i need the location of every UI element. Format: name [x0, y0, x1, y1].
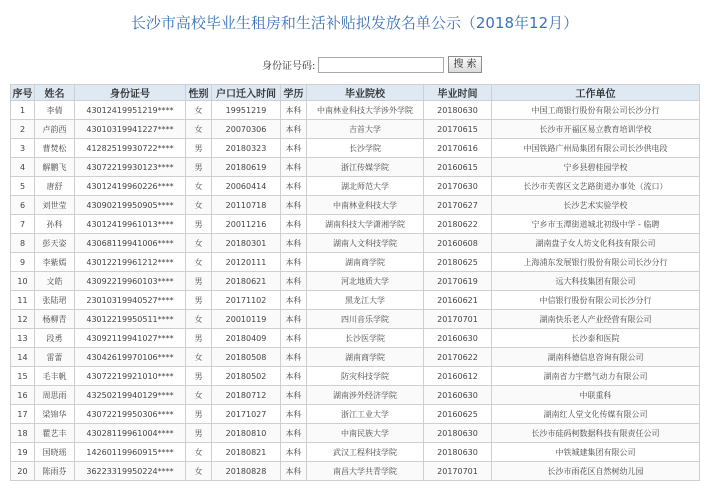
cell-hukou: 20070306 — [212, 120, 281, 139]
cell-work: 湖南快乐老人产业经营有限公司 — [492, 310, 700, 329]
cell-school: 长沙医学院 — [307, 329, 424, 348]
cell-id: 43042619970106**** — [75, 348, 186, 367]
cell-no: 12 — [11, 310, 35, 329]
cell-gender: 男 — [186, 291, 212, 310]
cell-work: 湖南红人堂文化传媒有限公司 — [492, 405, 700, 424]
cell-name: 陈雨芬 — [35, 462, 75, 481]
cell-school: 湖北师范大学 — [307, 177, 424, 196]
cell-grad: 20170630 — [424, 177, 492, 196]
cell-school: 中南林业科技大学 — [307, 196, 424, 215]
cell-hukou: 19951219 — [212, 101, 281, 120]
cell-no: 8 — [11, 234, 35, 253]
cell-degree: 本科 — [281, 405, 307, 424]
cell-work: 中铁城建集团有限公司 — [492, 443, 700, 462]
cell-degree: 本科 — [281, 291, 307, 310]
cell-no: 5 — [11, 177, 35, 196]
page-title: 长沙市高校毕业生租房和生活补贴拟发放名单公示（2018年12月） — [130, 14, 579, 32]
cell-gender: 女 — [186, 443, 212, 462]
table-row — [11, 139, 700, 158]
search-bar — [262, 56, 482, 73]
cell-hukou: 20180810 — [212, 424, 281, 443]
cell-hukou: 20180301 — [212, 234, 281, 253]
cell-name: 刘世莹 — [35, 196, 75, 215]
cell-work: 中信银行股份有限公司长沙分行 — [492, 291, 700, 310]
cell-school: 南昌大学共青学院 — [307, 462, 424, 481]
cell-degree: 本科 — [281, 253, 307, 272]
cell-gender: 男 — [186, 405, 212, 424]
cell-degree: 本科 — [281, 424, 307, 443]
cell-name: 瞿艺丰 — [35, 424, 75, 443]
cell-grad: 20160621 — [424, 291, 492, 310]
cell-degree: 本科 — [281, 329, 307, 348]
cell-name: 曹焚松 — [35, 139, 75, 158]
cell-school: 武汉工程科技学院 — [307, 443, 424, 462]
cell-degree: 本科 — [281, 158, 307, 177]
header-gender: 性别 — [186, 85, 212, 101]
table-row — [11, 101, 700, 120]
cell-work: 长沙市芙蓉区文艺路街道办事处（流口） — [492, 177, 700, 196]
cell-degree: 本科 — [281, 367, 307, 386]
cell-work: 长沙艺术实验学校 — [492, 196, 700, 215]
cell-no: 18 — [11, 424, 35, 443]
cell-work: 宁乡市玉潭街道城北初级中学 - 临聘 — [492, 215, 700, 234]
cell-id: 43028119961004**** — [75, 424, 186, 443]
table-header-row — [11, 85, 700, 101]
cell-no: 17 — [11, 405, 35, 424]
cell-id: 43090219950905**** — [75, 196, 186, 215]
cell-degree: 本科 — [281, 139, 307, 158]
cell-grad: 20160625 — [424, 405, 492, 424]
cell-grad: 20160630 — [424, 329, 492, 348]
cell-school: 防灾科技学院 — [307, 367, 424, 386]
cell-degree: 本科 — [281, 310, 307, 329]
cell-grad: 20180630 — [424, 424, 492, 443]
cell-degree: 本科 — [281, 272, 307, 291]
cell-school: 湖南商学院 — [307, 348, 424, 367]
subsidy-list-table — [10, 84, 700, 481]
cell-no: 16 — [11, 386, 35, 405]
cell-no: 2 — [11, 120, 35, 139]
cell-name: 雷蕾 — [35, 348, 75, 367]
cell-degree: 本科 — [281, 443, 307, 462]
cell-no: 6 — [11, 196, 35, 215]
cell-id: 43068119941006**** — [75, 234, 186, 253]
cell-id: 14260119960915**** — [75, 443, 186, 462]
table-row — [11, 177, 700, 196]
id-number-search-input[interactable] — [318, 57, 444, 73]
table-row — [11, 386, 700, 405]
cell-work: 长沙市开福区易立教育培训学校 — [492, 120, 700, 139]
cell-grad: 20180630 — [424, 101, 492, 120]
cell-name: 梁锦华 — [35, 405, 75, 424]
cell-grad: 20160615 — [424, 158, 492, 177]
cell-no: 4 — [11, 158, 35, 177]
cell-school: 吉首大学 — [307, 120, 424, 139]
cell-gender: 男 — [186, 158, 212, 177]
cell-name: 国晓瑶 — [35, 443, 75, 462]
cell-school: 四川音乐学院 — [307, 310, 424, 329]
table-row — [11, 462, 700, 481]
cell-gender: 女 — [186, 196, 212, 215]
cell-grad: 20170615 — [424, 120, 492, 139]
cell-grad: 20180622 — [424, 215, 492, 234]
cell-degree: 本科 — [281, 120, 307, 139]
cell-school: 湖南商学院 — [307, 253, 424, 272]
header-grad: 毕业时间 — [424, 85, 492, 101]
table-row — [11, 158, 700, 177]
cell-gender: 男 — [186, 272, 212, 291]
cell-grad: 20160612 — [424, 367, 492, 386]
cell-school: 湖南涉外经济学院 — [307, 386, 424, 405]
cell-work: 宁乡县碧桂园学校 — [492, 158, 700, 177]
cell-name: 卢韵西 — [35, 120, 75, 139]
cell-grad: 20170627 — [424, 196, 492, 215]
cell-id: 43092219960103**** — [75, 272, 186, 291]
cell-hukou: 20060414 — [212, 177, 281, 196]
cell-work: 湖南科德信息咨询有限公司 — [492, 348, 700, 367]
cell-no: 9 — [11, 253, 35, 272]
table-row — [11, 234, 700, 253]
cell-no: 20 — [11, 462, 35, 481]
cell-no: 3 — [11, 139, 35, 158]
cell-name: 毛丰帆 — [35, 367, 75, 386]
cell-grad: 20170619 — [424, 272, 492, 291]
cell-degree: 本科 — [281, 386, 307, 405]
cell-name: 周思雨 — [35, 386, 75, 405]
table-row — [11, 272, 700, 291]
cell-no: 11 — [11, 291, 35, 310]
header-work: 工作单位 — [492, 85, 700, 101]
cell-hukou: 20011216 — [212, 215, 281, 234]
header-school: 毕业院校 — [307, 85, 424, 101]
cell-no: 15 — [11, 367, 35, 386]
cell-name: 段勇 — [35, 329, 75, 348]
cell-no: 13 — [11, 329, 35, 348]
cell-no: 7 — [11, 215, 35, 234]
cell-name: 李紫嫣 — [35, 253, 75, 272]
cell-name: 解鹏飞 — [35, 158, 75, 177]
cell-hukou: 20180619 — [212, 158, 281, 177]
table-row — [11, 443, 700, 462]
cell-name: 张陆珺 — [35, 291, 75, 310]
cell-school: 湖南科技大学潇湘学院 — [307, 215, 424, 234]
cell-grad: 20170701 — [424, 462, 492, 481]
cell-grad: 20180625 — [424, 253, 492, 272]
header-hukou: 户口迁入时间 — [212, 85, 281, 101]
table-row — [11, 291, 700, 310]
cell-id: 43012419951219**** — [75, 101, 186, 120]
cell-hukou: 20110718 — [212, 196, 281, 215]
cell-id: 43012419960226**** — [75, 177, 186, 196]
cell-hukou: 20120111 — [212, 253, 281, 272]
cell-degree: 本科 — [281, 234, 307, 253]
cell-gender: 女 — [186, 101, 212, 120]
cell-grad: 20170616 — [424, 139, 492, 158]
cell-name: 孙科 — [35, 215, 75, 234]
cell-work: 远大科技集团有限公司 — [492, 272, 700, 291]
cell-gender: 女 — [186, 120, 212, 139]
cell-gender: 女 — [186, 253, 212, 272]
cell-id: 23010319940527**** — [75, 291, 186, 310]
table-row — [11, 367, 700, 386]
cell-work: 长沙泰和医院 — [492, 329, 700, 348]
table-row — [11, 348, 700, 367]
cell-id: 43012419961013**** — [75, 215, 186, 234]
cell-school: 浙江工业大学 — [307, 405, 424, 424]
cell-work: 上海浦东发展银行股份有限公司长沙分行 — [492, 253, 700, 272]
cell-id: 43012219950511**** — [75, 310, 186, 329]
cell-gender: 男 — [186, 424, 212, 443]
cell-gender: 女 — [186, 310, 212, 329]
header-degree: 学历 — [281, 85, 307, 101]
table-body — [11, 101, 700, 481]
table-row — [11, 405, 700, 424]
cell-hukou: 20180502 — [212, 367, 281, 386]
cell-school: 中南民族大学 — [307, 424, 424, 443]
cell-degree: 本科 — [281, 215, 307, 234]
cell-grad: 20170701 — [424, 310, 492, 329]
cell-id: 43250219940129**** — [75, 386, 186, 405]
cell-gender: 女 — [186, 234, 212, 253]
cell-school: 河北地质大学 — [307, 272, 424, 291]
search-button[interactable]: 搜 索 — [448, 56, 481, 73]
cell-hukou: 20171027 — [212, 405, 281, 424]
cell-work: 中国工商银行股份有限公司长沙分行 — [492, 101, 700, 120]
cell-gender: 男 — [186, 139, 212, 158]
cell-name: 唐舒 — [35, 177, 75, 196]
cell-degree: 本科 — [281, 348, 307, 367]
cell-id: 43072219930123**** — [75, 158, 186, 177]
cell-school: 黑龙江大学 — [307, 291, 424, 310]
cell-hukou: 20010119 — [212, 310, 281, 329]
cell-name: 文皓 — [35, 272, 75, 291]
cell-id: 41282519930722**** — [75, 139, 186, 158]
cell-degree: 本科 — [281, 462, 307, 481]
cell-degree: 本科 — [281, 101, 307, 120]
cell-hukou: 20171102 — [212, 291, 281, 310]
cell-gender: 女 — [186, 386, 212, 405]
table-row — [11, 215, 700, 234]
cell-id: 36223319950224**** — [75, 462, 186, 481]
cell-work: 长沙市雨花区自然树幼儿园 — [492, 462, 700, 481]
cell-id: 43072219921010**** — [75, 367, 186, 386]
cell-work: 中国铁路广州局集团有限公司长沙供电段 — [492, 139, 700, 158]
cell-gender: 女 — [186, 177, 212, 196]
cell-id: 43010319941227**** — [75, 120, 186, 139]
cell-hukou: 20180828 — [212, 462, 281, 481]
cell-gender: 男 — [186, 329, 212, 348]
cell-hukou: 20180409 — [212, 329, 281, 348]
table-row — [11, 120, 700, 139]
cell-gender: 女 — [186, 462, 212, 481]
cell-gender: 男 — [186, 215, 212, 234]
cell-id: 43012219961212**** — [75, 253, 186, 272]
cell-work: 中联重科 — [492, 386, 700, 405]
cell-no: 1 — [11, 101, 35, 120]
cell-school: 长沙学院 — [307, 139, 424, 158]
cell-school: 中南林业科技大学涉外学院 — [307, 101, 424, 120]
cell-no: 14 — [11, 348, 35, 367]
cell-work: 长沙市硅码柯数据科技有限责任公司 — [492, 424, 700, 443]
table-row — [11, 253, 700, 272]
cell-gender: 男 — [186, 367, 212, 386]
cell-grad: 20160608 — [424, 234, 492, 253]
table-row — [11, 196, 700, 215]
cell-school: 湖南人文科技学院 — [307, 234, 424, 253]
cell-hukou: 20180821 — [212, 443, 281, 462]
cell-id: 43092119941027**** — [75, 329, 186, 348]
cell-hukou: 20180712 — [212, 386, 281, 405]
cell-grad: 20170622 — [424, 348, 492, 367]
cell-no: 10 — [11, 272, 35, 291]
cell-name: 李倩 — [35, 101, 75, 120]
table-row — [11, 329, 700, 348]
cell-degree: 本科 — [281, 196, 307, 215]
cell-school: 浙江传媒学院 — [307, 158, 424, 177]
cell-work: 湖南盘子女人坊文化科技有限公司 — [492, 234, 700, 253]
table-row — [11, 424, 700, 443]
cell-no: 19 — [11, 443, 35, 462]
cell-gender: 女 — [186, 348, 212, 367]
cell-hukou: 20180323 — [212, 139, 281, 158]
header-no: 序号 — [11, 85, 35, 101]
cell-id: 43072219950306**** — [75, 405, 186, 424]
cell-hukou: 20180508 — [212, 348, 281, 367]
table-row — [11, 310, 700, 329]
header-name: 姓名 — [35, 85, 75, 101]
cell-grad: 20180630 — [424, 443, 492, 462]
cell-hukou: 20180621 — [212, 272, 281, 291]
cell-grad: 20160630 — [424, 386, 492, 405]
search-label: 身份证号码: — [262, 61, 316, 72]
cell-name: 彭天姿 — [35, 234, 75, 253]
header-id: 身份证号 — [75, 85, 186, 101]
cell-degree: 本科 — [281, 177, 307, 196]
cell-work: 湖南省力宇燃气动力有限公司 — [492, 367, 700, 386]
cell-name: 杨柳青 — [35, 310, 75, 329]
